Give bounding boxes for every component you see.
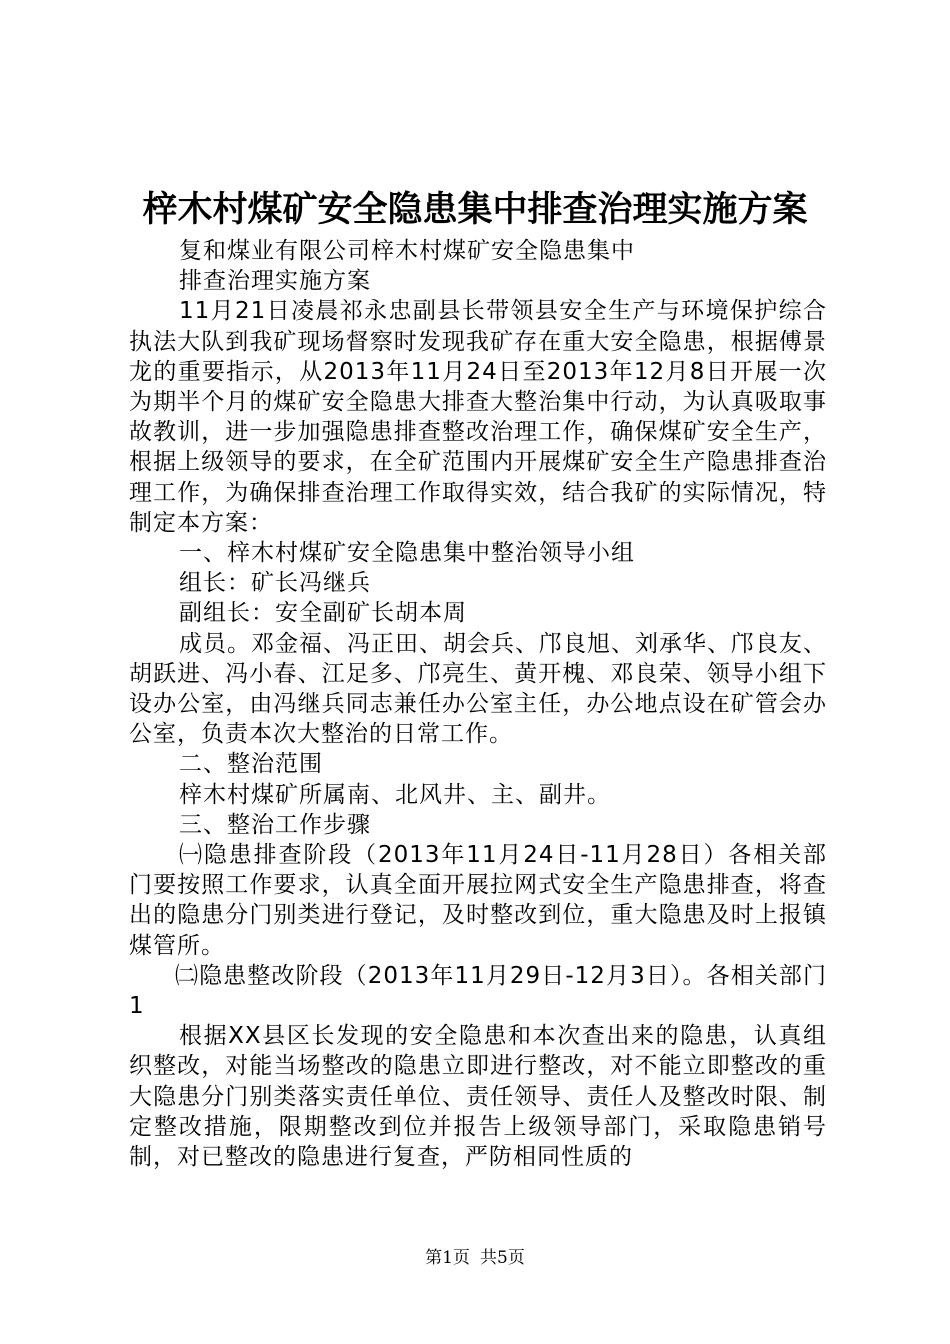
paragraph: 梓木村煤矿所属南、北风井、主、副井。 xyxy=(179,781,611,808)
page-number: 第1页 xyxy=(425,1248,470,1268)
paragraph: ㈠隐患排查阶段（2013年11月24日-11月28日）各相关部门要按照工作要求，认真全面开展拉网式安全生产隐患排查，将查出的隐患分门别类进行登记，及时整改到位，重大隐患及时上报镇煤管所。 xyxy=(129,842,827,959)
section-heading: 三、整治工作步骤 xyxy=(179,811,371,838)
paragraph: 11月21日凌晨祁永忠副县长带领县安全生产与环境保护综合执法大队到我矿现场督察时发现我矿存在重大安全隐患，根据傅景龙的重要指示，从2013年11月24日至2013年12月8日开展一次为期半个月的煤矿安全隐患大排查大整治集中行动，为认真吸取事故教训，进一步加强隐患排查整改治理工作，确保煤矿安全生产，根据上级领导的要求，在全矿范围内开展煤矿安全生产隐患排查治理工作，为确保排查治理工作取得实效，结合我矿的实际情况，特制定本方案： xyxy=(129,298,827,536)
paragraph: 副组长：安全副矿长胡本周 xyxy=(179,600,467,627)
section-heading: 一、梓木村煤矿安全隐患集中整治领导小组 xyxy=(179,540,635,567)
paragraph: 组长：矿长冯继兵 xyxy=(179,570,371,597)
paragraph: ㈡隐患整改阶段（2013年11月29日-12月3日）。各相关部门1 xyxy=(129,962,827,1020)
document-body xyxy=(129,236,827,1172)
paragraph: 排查治理实施方案 xyxy=(179,268,371,295)
page-footer xyxy=(0,1247,950,1269)
paragraph: 复和煤业有限公司梓木村煤矿安全隐患集中 xyxy=(179,238,635,264)
section-heading: 二、整治范围 xyxy=(179,751,323,778)
paragraph: 根据XX县区长发现的安全隐患和本次查出来的隐患，认真组织整改，对能当场整改的隐患立即进行整改，对不能立即整改的重大隐患分门别类落实责任单位、责任领导、责任人及整改时限、制定整改措施，限期整改到位并报告上级领导部门，采取隐患销号制，对已整改的隐患进行复查，严防相同性质的 xyxy=(129,1023,827,1171)
document-title: 梓木村煤矿安全隐患集中排查治理实施方案 xyxy=(142,189,808,230)
paragraph: 成员。邓金福、冯正田、胡会兵、邝良旭、刘承华、邝良友、胡跃进、冯小春、江足多、邝亮生、黄开槐、邓良荣、领导小组下设办公室，由冯继兵同志兼任办公室主任，办公地点设在矿管会办公室，负责本次大整治的日常工作。 xyxy=(129,630,827,748)
page-total: 共5页 xyxy=(480,1248,525,1268)
